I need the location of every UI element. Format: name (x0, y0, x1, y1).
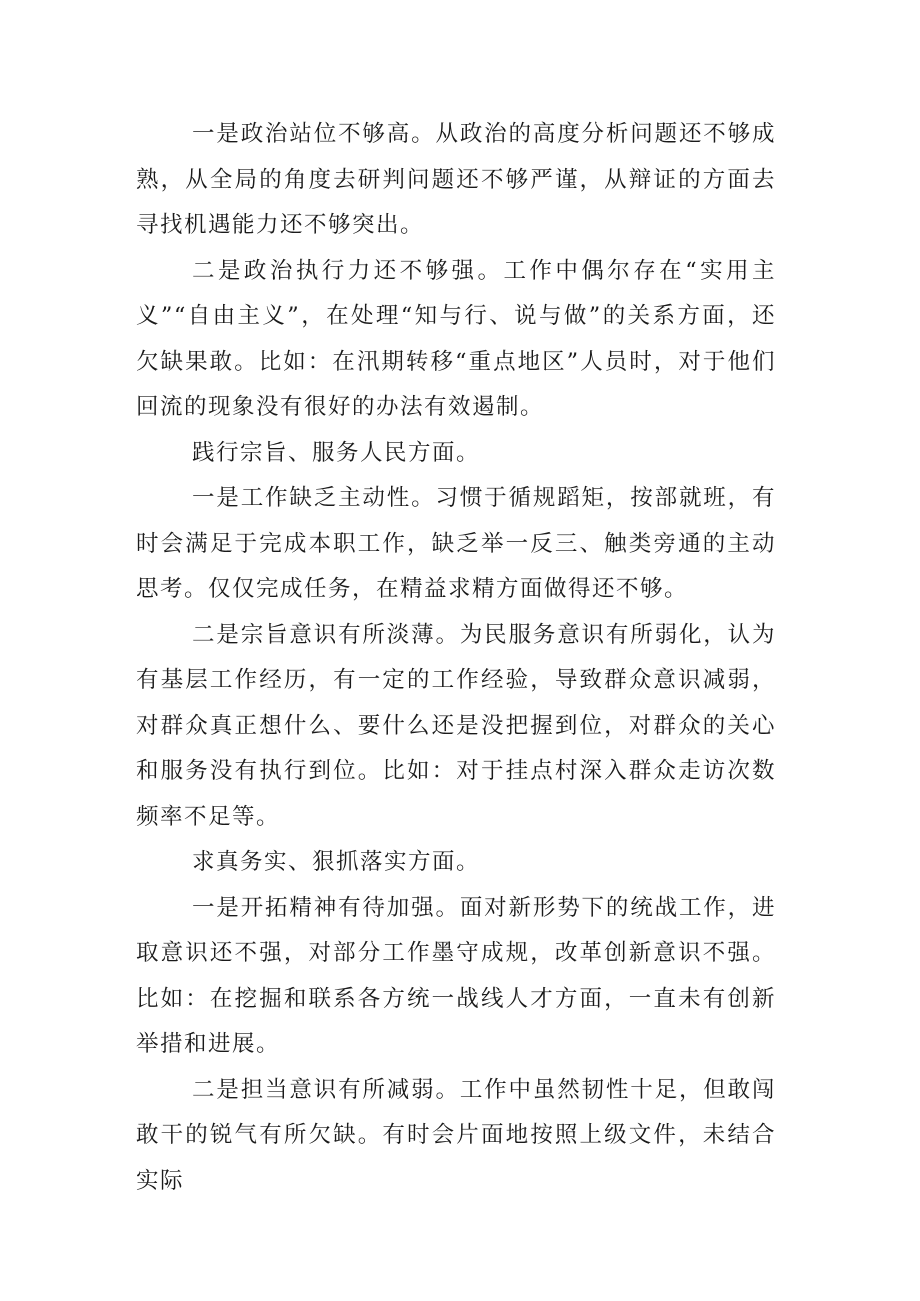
paragraph-political-execution: 二是政治执行力还不够强。工作中偶尔存在“实用主义”“自由主义”，在处理“知与行、说与做”的关系方面，还欠缺果敢。比如：在汛期转移“重点地区”人员时，对于他们回流的现象没有很好的办法有效遏制。 (136, 257, 776, 420)
paragraph-lack-initiative: 一是工作缺乏主动性。习惯于循规蹈矩，按部就班，有时会满足于完成本职工作，缺乏举一反三、触类旁通的主动思考。仅仅完成任务，在精益求精方面做得还不够。 (136, 485, 776, 602)
paragraph-pioneering-spirit: 一是开拓精神有待加强。面对新形势下的统战工作，进取意识还不强，对部分工作墨守成规，改革创新意识不强。比如：在挖掘和联系各方统一战线人才方面，一直未有创新举措和进展。 (136, 894, 776, 1057)
paragraph-political-stance: 一是政治站位不够高。从政治的高度分析问题还不够成熟，从全局的角度去研判问题还不够严谨，从辩证的方面去寻找机遇能力还不够突出。 (136, 121, 776, 238)
paragraph-responsibility: 二是担当意识有所减弱。工作中虽然韧性十足，但敢闯敢干的锐气有所欠缺。有时会片面地按照上级文件，未结合实际 (136, 1076, 776, 1194)
section-heading-serve-people: 践行宗旨、服务人民方面。 (192, 439, 481, 466)
section-heading-pragmatic: 求真务实、狠抓落实方面。 (192, 849, 481, 875)
paragraph-purpose-awareness: 二是宗旨意识有所淡薄。为民服务意识有所弱化，认为有基层工作经历，有一定的工作经验，导致群众意识减弱，对群众真正想什么、要什么还是没把握到位，对群众的关心和服务没有执行到位。比如：对于挂点村深入群众走访次数频率不足等。 (136, 621, 776, 830)
document-body (136, 112, 776, 1204)
